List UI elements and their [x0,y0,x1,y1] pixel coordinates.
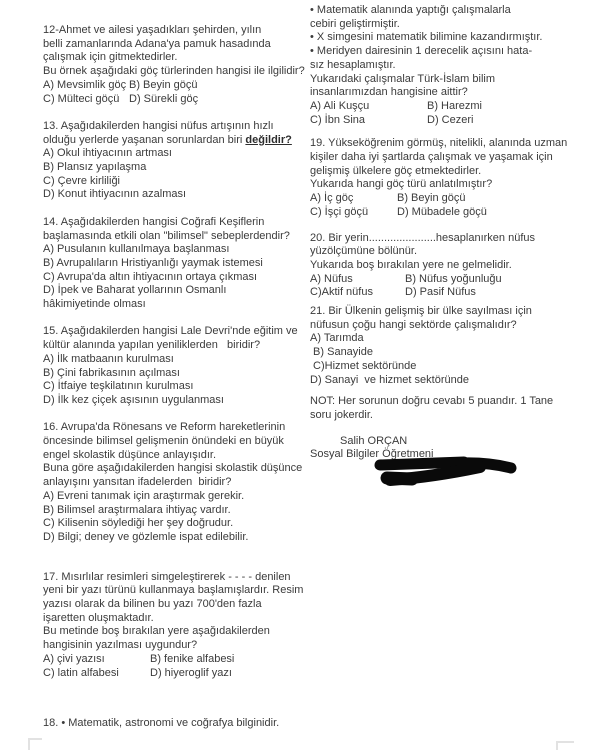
text-line: D) İpek ve Baharat yollarının Osmanlı [43,284,227,297]
text-line: işaretten oluşmaktadır. [43,611,154,624]
text-line: • X simgesini matematik bilimine kazandırmıştır. [310,31,543,44]
option: A) Nüfus [310,272,353,285]
option: B) Beyin göçü [397,192,466,205]
option: C) İşçi göçü [310,205,369,218]
text-line: gelişmiş ülkelere göç etmektedirler. [310,164,482,177]
text-line: D) İlk kez çiçek aşısının uygulanması [43,393,224,406]
text-line: 19. Yükseköğrenim görmüş, nitelikli, alanında uzman [310,137,568,150]
text-line: 15. Aşağıdakilerden hangisi Lale Devri'nde eğitim ve [43,325,298,338]
text-line: Bu örnek aşağıdaki göç türlerinden hangisi ile ilgilidir? [43,65,305,78]
question-21-text [310,305,586,387]
text-line: nüfusun çoğu hangi sektörde çalışmalıdır? [310,318,517,331]
question-13 [43,120,315,202]
option: C) Mülteci göçü [43,92,120,105]
text-line: hâkimiyetinde olması [43,298,146,311]
text-line: D) Konut ihtiyacının azalması [43,188,187,201]
page-corner-mark-bottom-left [28,738,42,750]
text-line: Yukarıdaki çalışmalar Türk-İslam bilim [310,72,496,85]
text-line: 14. Aşağıdakilerden hangisi Coğrafi Keşiflerin [43,215,265,228]
text-line: NOT: Her sorunun doğru cevabı 5 puandır. 1 Tane [310,395,554,408]
text-line: B) Avrupalıların Hristiyanlığı yaymak istemesi [43,256,263,269]
grading-note [310,395,586,422]
option: B) Harezmi [427,99,483,112]
option-row [310,273,586,287]
text-line: Buna göre aşağıdakilerden hangisi skolastik düşünce [43,462,303,475]
left-column [43,24,315,731]
text-line: C) Çevre kirliliği [43,174,121,187]
text-line: cebiri geliştirmiştir. [310,17,400,30]
option: D) Cezeri [427,113,474,126]
option-row [310,286,586,300]
text-line: 16. Avrupa'da Rönesans ve Reform hareketlerinin [43,421,286,434]
text-line: A) Pusulanın kullanılmaya başlanması [43,243,230,256]
text-line: • Matematik alanında yaptığı çalışmalarla [310,4,511,16]
text-line: soru jokerdir. [310,408,373,421]
text-line: belli zamanlarında Adana'ya pamuk hasadında [43,37,271,50]
question-16 [43,421,315,544]
question-17-options [43,653,315,680]
text-line: C) Avrupa'da altın ihtiyacının ortaya çıkması [43,270,258,283]
question-20-options [310,273,586,300]
question-21 [310,305,586,387]
text-line: D) Bilgi; deney ve gözlemle ispat edilebilir. [43,530,249,543]
option: B) Beyin göçü [129,78,198,91]
question-15-text [43,325,315,407]
option-row [43,653,315,667]
text-line: A) İlk matbaanın kurulması [43,352,174,365]
option-row [43,79,315,93]
text-line: C)Hizmet sektöründe [310,359,417,372]
text-line: D) Sanayi ve hizmet sektöründe [310,373,469,386]
emphasized-word: değildir? [245,133,292,146]
question-12 [43,24,315,106]
text-line: A) Evreni tanımak için araştırmak gerekir. [43,489,245,502]
text-line: hangisinin yazılması uygundur? [43,639,198,652]
option: A) İç göç [310,192,354,205]
question-15 [43,325,315,407]
option-row [43,93,315,107]
grading-note-text [310,395,586,422]
text-line: yazısı olarak da bilinen bu yazı 700'den fazla [43,598,262,611]
option: B) fenike alfabesi [150,652,235,665]
text-line: B) Sanayide [310,346,373,359]
text-line: A) Tarımda [310,332,364,345]
option-row [310,114,586,128]
teacher-name: Salih ORÇAN [340,434,408,447]
option: B) Nüfus yoğunluğu [405,272,502,285]
option-row [310,100,586,114]
question-20 [310,232,586,301]
question-20-text [310,232,586,273]
option-row [310,192,586,206]
text-line: engel skolastik düşünce anlayışıdır. [43,448,217,461]
question-19-options [310,192,586,219]
text-line: B) Bilimsel araştırmalara ihtiyaç vardır. [43,503,231,516]
text-line: B) Çini fabrikasının açılması [43,366,180,379]
question-16-text [43,421,315,544]
option: D) Mübadele göçü [397,205,487,218]
question-18 [43,717,315,731]
option: C) İbn Sina [310,113,366,126]
question-12-options [43,79,315,106]
text-line: Yukarıda boş bırakılan yere ne gelmelidir. [310,258,512,271]
teacher-title: Sosyal Bilgiler Öğretmeni [310,448,434,461]
text-line: başlamasında etkili olan "bilimsel" sebeplerdendir? [43,229,290,242]
question-17-text [43,571,315,653]
text-line: 12-Ahmet ve ailesi yaşadıkları şehirden, yılın [43,24,262,36]
text-line: anlayışını yansıtan ifadelerden biridir? [43,476,232,489]
question-19-text [310,137,586,192]
option: D) hiyeroglif yazı [150,666,232,679]
text-line: B) Plansız yapılaşma [43,161,147,174]
text-line: kişiler daha iyi şartlarda çalışmak ve yaşamak için [310,151,553,164]
question-19 [310,137,586,219]
option: D) Sürekli göç [129,92,199,105]
option: C)Aktif nüfus [310,286,373,299]
text-line: yüzölçümüne bölünür. [310,245,418,258]
right-column [310,4,586,462]
text-line: 17. Mısırlılar resimleri simgeleştirerek - - - - denilen [43,570,291,583]
option: A) Ali Kuşçu [310,99,370,112]
question-13-options [43,147,315,202]
question-14-text [43,216,315,312]
text-span: olduğu yerlerde yaşanan sorunlardan biri [43,133,246,146]
text-line: A) Okul ihtiyacının artması [43,147,172,160]
question-12-text [43,24,315,79]
text-line: 20. Bir yerin......................hesaplanırken nüfus [310,231,535,244]
text-line: sız hesaplamıştır. [310,58,396,71]
option: A) çivi yazısı [43,652,105,665]
text-line: • Meridyen dairesinin 1 derecelik açısını hata- [310,45,533,58]
text-line: Bu metinde boş bırakılan yere aşağıdakilerden [43,625,270,638]
question-14 [43,216,315,312]
text-line: öncesinde bilimsel gelişmenin önündeki en büyük [43,435,284,448]
page-corner-mark-bottom-right [556,741,574,750]
question-18-text [310,4,586,100]
question-18-continued [310,4,586,127]
option-row [310,206,586,220]
option: D) Pasif Nüfus [405,286,476,299]
text-line: Yukarıda hangi göç türü anlatılmıştır? [310,178,493,191]
text-line: 13. Aşağıdakilerden hangisi nüfus artışının hızlı [43,119,274,132]
question-17 [43,571,315,681]
option-row [43,667,315,681]
text-line: C) İtfaiye teşkilatının kurulması [43,380,194,393]
text-line: yeni bir yazı türünü kullanmaya başlamışlardır. Resim [43,584,304,597]
option: A) Mevsimlik göç [43,78,127,91]
text-line: insanlarımızdan hangisine aittir? [310,86,468,99]
option: C) latin alfabesi [43,666,119,679]
text-line: 21. Bir Ülkenin gelişmiş bir ülke sayılması için [310,305,532,318]
signature-scribble [368,452,520,496]
text-line: çalışmak için gitmektedirler. [43,51,178,64]
text-line: kültür alanında yapılan yeniliklerden biridir? [43,339,261,352]
text-line [43,134,315,148]
question-18-options [310,100,586,127]
text-line: C) Kilisenin söylediği her şey doğrudur. [43,517,234,530]
text-line: 18. • Matematik, astronomi ve coğrafya bilginidir. [43,717,280,730]
